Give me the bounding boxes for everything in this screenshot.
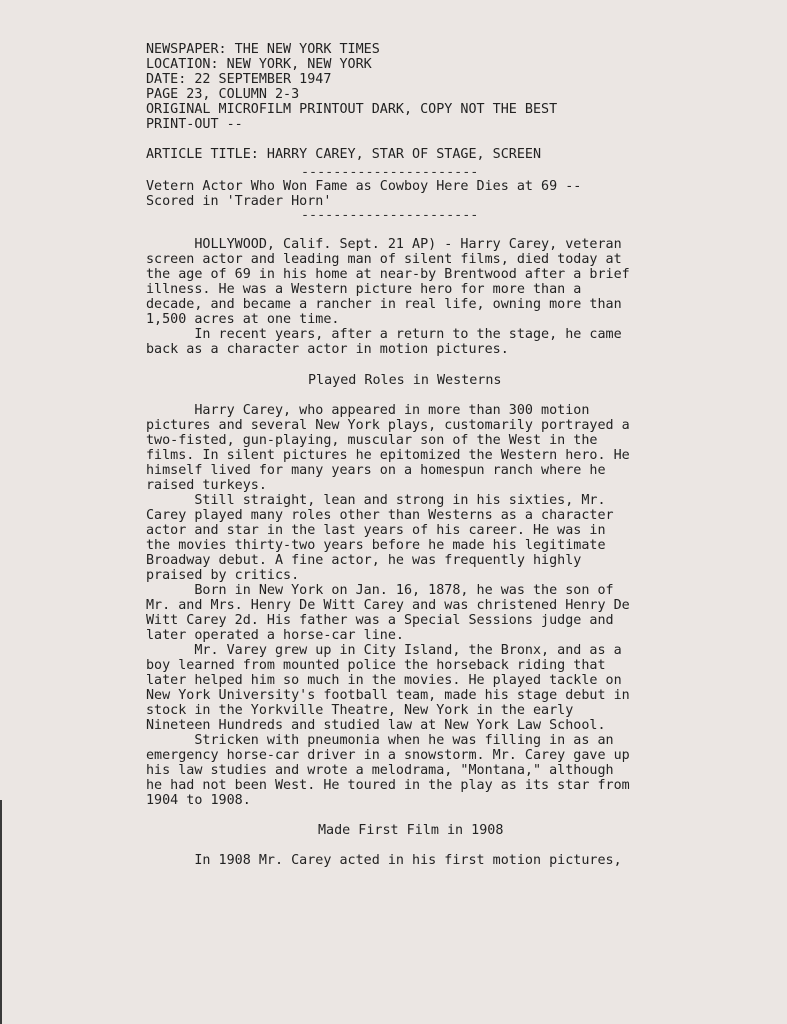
title-rule-bottom: ---------------------- xyxy=(301,208,479,223)
article-deck: Vetern Actor Who Won Fame as Cowboy Here Dies at 69 -- Scored in 'Trader Horn' xyxy=(146,179,582,209)
title-rule-top: ---------------------- xyxy=(301,165,479,180)
scan-edge-line xyxy=(0,800,2,1024)
source-header: NEWSPAPER: THE NEW YORK TIMES LOCATION: NEW YORK, NEW YORK DATE: 22 SEPTEMBER 1947 PAGE 23, COLUMN 2-3 ORIGINAL MICROFILM PRINTOUT DARK, COPY NOT THE BEST PRINT-OUT -- xyxy=(146,42,558,132)
article-body-section-2: Harry Carey, who appeared in more than 300 motion pictures and several New York plays, customarily portrayed a two-fisted, gun-playing, muscular son of the West in the films. In silent pictures he epitomized the Western hero. He himself lived for many years on a homespun ranch where he raised turkeys. Still straight, lean and strong in his sixties, Mr. Carey played many roles other than Westerns as a character actor and star in the last years of his career. He was in the movies thirty-two years before he made his legitimate Broadway debut. A fine actor, he was frequently highly praised by critics. Born in New York on Jan. 16, 1878, he was the son of Mr. and Mrs. Henry De Witt Carey and was christened Henry De Witt Carey 2d. His father was a Special Sessions judge and later operated a horse-car line. Mr. Varey grew up in City Island, the Bronx, and as a boy learned from mounted police the horseback riding that later helped him so much in the movies. He played tackle on New York University's football team, made his stage debut in stock in the Yorkville Theatre, New York in the early Nineteen Hundreds and studied law at New York Law School. Stricken with pneumonia when he was filling in as an emergency horse-car driver in a snowstorm. Mr. Carey gave up his law studies and wrote a melodrama, "Montana," although he had not been West. He toured in the play as its star from 1904 to 1908. xyxy=(146,403,630,808)
article-body-section-3: In 1908 Mr. Carey acted in his first motion pictures, xyxy=(146,853,622,868)
subheading-first-film: Made First Film in 1908 xyxy=(318,823,504,838)
article-body-section-1: HOLLYWOOD, Calif. Sept. 21 AP) - Harry Carey, veteran screen actor and leading man of silent films, died today at the age of 69 in his home at near-by Brentwood after a brief illness. He was a Western picture hero for more than a decade, and became a rancher in real life, owning more than 1,500 acres at one time. In recent years, after a return to the stage, he came back as a character actor in motion pictures. xyxy=(146,237,630,357)
subheading-played-roles: Played Roles in Westerns xyxy=(308,373,502,388)
article-title: ARTICLE TITLE: HARRY CAREY, STAR OF STAGE, SCREEN xyxy=(146,147,542,162)
